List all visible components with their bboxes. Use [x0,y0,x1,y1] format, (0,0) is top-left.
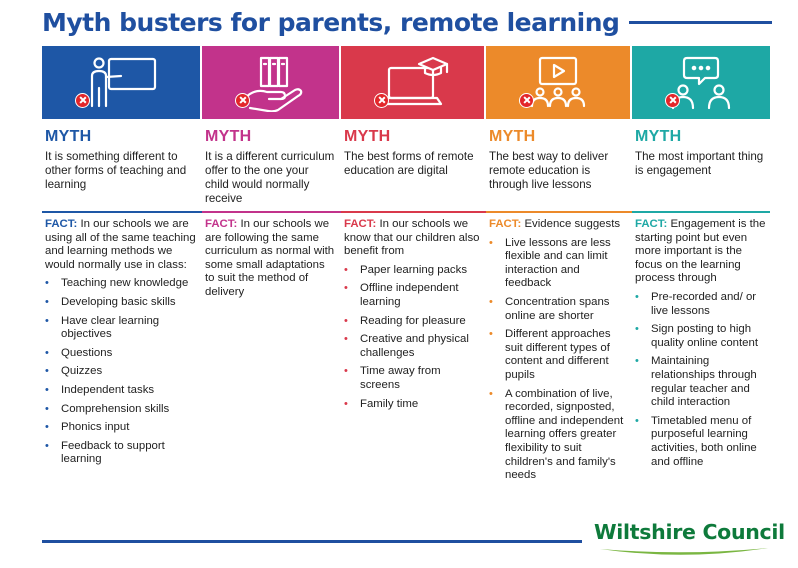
list-item: • Phonics input [45,421,198,435]
list-item: • Creative and physical challenges [344,333,482,360]
list-item: • Offline independent learning [344,282,482,309]
cross-icon [75,93,90,108]
divider [486,211,632,213]
cross-icon [665,93,680,108]
cross-icon [374,93,389,108]
myth-heading: MYTH [635,128,682,145]
logo-swoosh-path [600,548,768,555]
fact-block [344,218,482,416]
list-item: • Maintaining relationships through regular teacher and child interaction [635,355,766,409]
list-item: • Live lessons are less flexible and can limit interaction and feedback [489,237,628,291]
cross-icon [235,93,250,108]
fact-text: Evidence suggests [524,218,621,230]
footer-rule [42,540,582,543]
myth-column-1 [42,46,202,516]
fact-text: Engagement is the starting point but even more important is the focus on the learning process through [635,218,766,285]
divider [341,211,486,213]
list-item: • Feedback to support learning [45,440,198,467]
list-item: • Paper learning packs [344,264,482,278]
wiltshire-council-logo: Wiltshire Council [594,520,785,544]
list-item: • Have clear learning objectives [45,315,198,342]
myth-column-3 [341,46,486,516]
list-item: • Time away from screens [344,365,482,392]
fact-list [489,237,628,483]
fact-block [635,218,766,474]
myth-heading: MYTH [344,128,391,145]
fact-list [45,277,198,467]
fact-text: In our schools we are following the same curriculum as normal with some small adaptations to suit the method of delivery [205,218,335,298]
header [42,4,772,40]
list-item: • Reading for pleasure [344,315,482,329]
icon-tile-3 [341,46,486,119]
fact-label: FACT: [45,218,78,230]
list-item: • Developing basic skills [45,296,198,310]
icon-tile-4 [486,46,632,119]
fact-label: FACT: [635,218,668,230]
icon-tile-1 [42,46,202,119]
list-item: • A combination of live, recorded, signposted, offline and independent learning offers greater flexibility to suit children's and family's needs [489,388,628,483]
myth-text: The most important thing is engagement [635,150,764,177]
teacher-board-icon [81,54,161,112]
list-item: • Teaching new knowledge [45,277,198,291]
divider [42,211,202,213]
fact-label: FACT: [205,218,238,230]
list-item: • Different approaches suit different types of content and different pupils [489,328,628,382]
title-rule [629,21,772,24]
fact-label: FACT: [344,218,377,230]
list-item: • Sign posting to high quality online content [635,323,766,350]
fact-list [344,264,482,411]
list-item: • Quizzes [45,365,198,379]
myth-heading: MYTH [205,128,252,145]
fact-text: In our schools we are using all of the same teaching and learning methods we would normally use in class: [45,218,196,271]
fact-label: FACT: [489,218,522,230]
icon-tile-2 [202,46,341,119]
list-item: • Concentration spans online are shorter [489,296,628,323]
list-item: • Family time [344,398,482,412]
logo-swoosh-icon [598,545,770,559]
myth-heading: MYTH [45,128,92,145]
page-title: Myth busters for parents, remote learning [42,7,620,37]
fact-list [635,291,766,469]
myth-column-4 [486,46,632,516]
myth-heading: MYTH [489,128,536,145]
fact-block [205,218,337,300]
myth-column-5 [632,46,770,516]
fact-text: In our schools we know that our children also benefit from [344,218,480,258]
cross-icon [519,93,534,108]
myth-columns [42,46,770,516]
list-item: • Questions [45,347,198,361]
myth-column-2 [202,46,341,516]
myth-text: It is a different curriculum offer to the one your child would normally receive [205,150,335,205]
fact-block [45,218,198,472]
list-item: • Timetabled menu of purposeful learning activities, both online and offline [635,415,766,469]
divider [202,211,341,213]
list-item: • Independent tasks [45,384,198,398]
icon-tile-5 [632,46,770,119]
list-item: • Comprehension skills [45,403,198,417]
list-item: • Pre-recorded and/ or live lessons [635,291,766,318]
myth-text: The best way to deliver remote education is through live lessons [489,150,609,191]
divider [632,211,770,213]
fact-block [489,218,628,488]
myth-text: It is something different to other forms of teaching and learning [45,150,187,191]
myth-text: The best forms of remote education are digital [344,150,474,177]
